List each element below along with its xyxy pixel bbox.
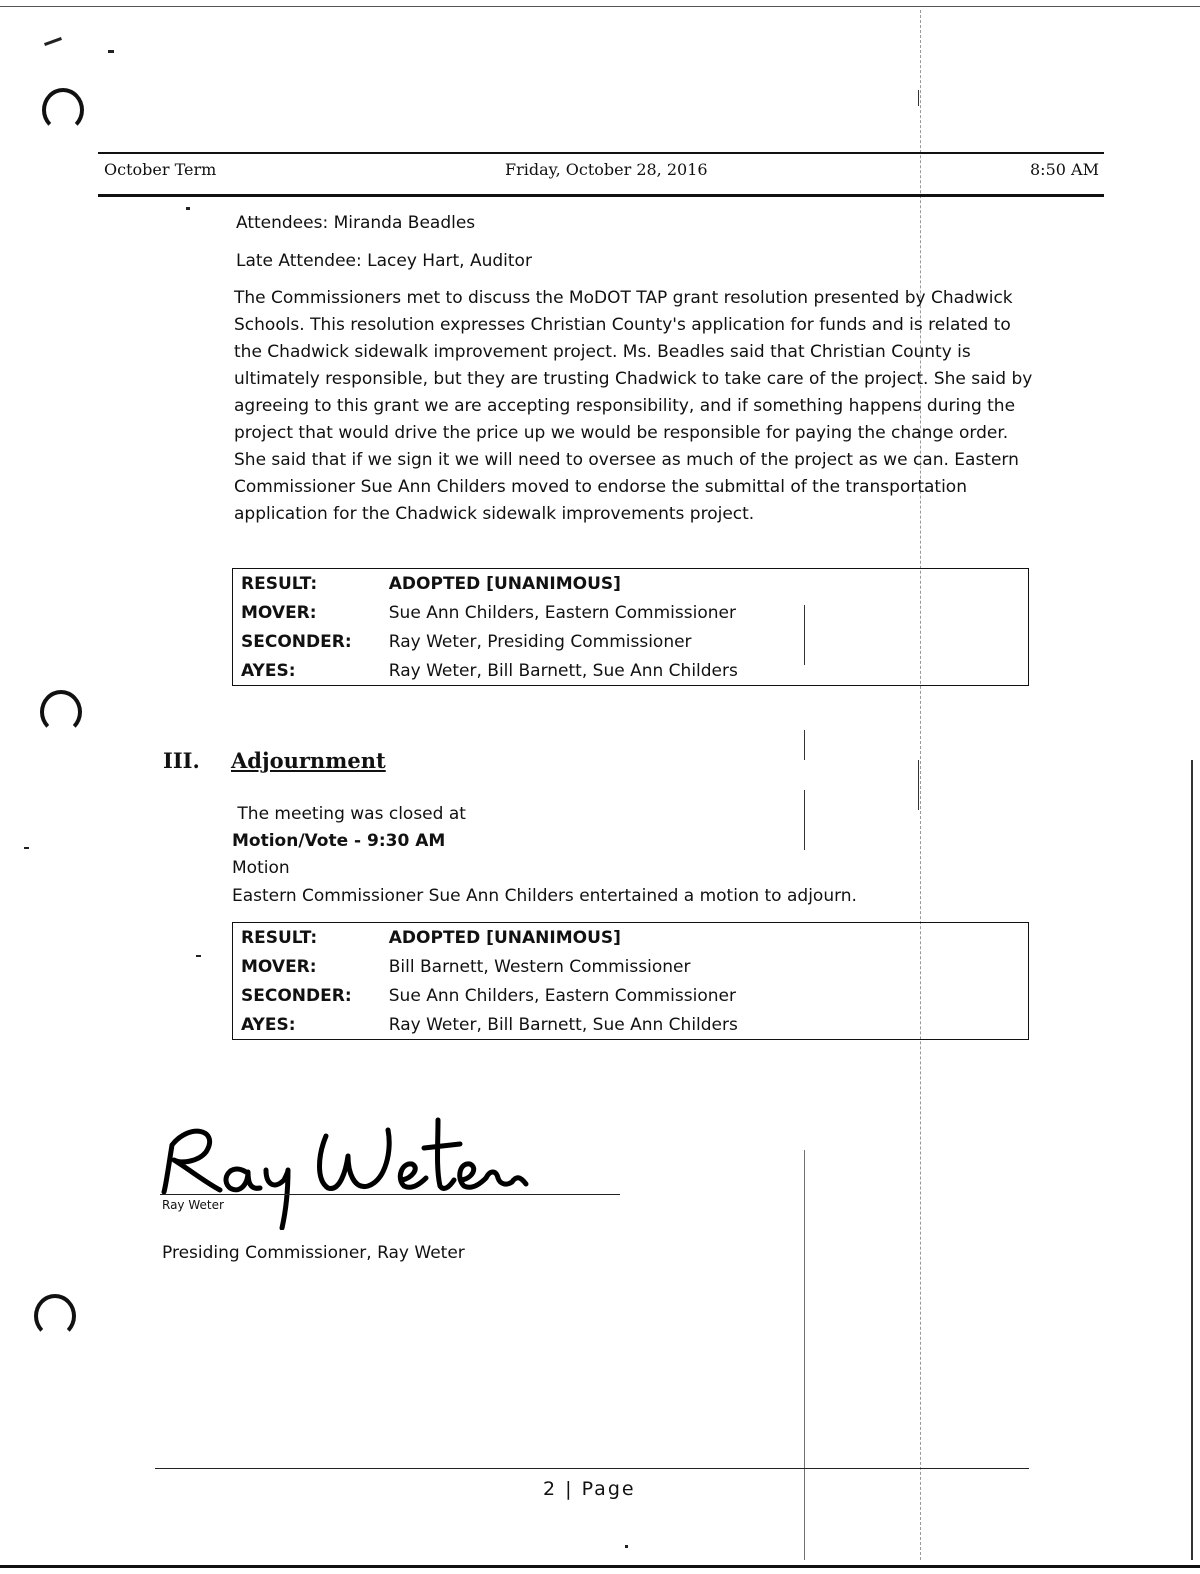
scan-speck xyxy=(108,50,114,53)
result-value: ADOPTED [UNANIMOUS] xyxy=(388,927,621,948)
scan-speck xyxy=(44,37,62,46)
mover-label: MOVER: xyxy=(241,956,317,977)
ayes-value: Ray Weter, Bill Barnett, Sue Ann Childers xyxy=(388,1014,738,1035)
discussion-paragraph: The Commissioners met to discuss the MoDOT TAP grant resolution presented by Chadwick Schools. This resolution expresses Christian County's application for funds and is related to the Chadwick sidewalk improvement project. Ms. Beadles said that Christian County is ultimately responsible, but they are trusting Chadwick to take care of the project. She said by agreeing to this grant we are accepting responsibility, and if something happens during the project that would drive the price up we would be responsible for paying the change order. She said that if we sign it we will need to oversee as much of the project as we can. Eastern Commissioner Sue Ann Childers moved to endorse the submittal of the transportation application for the Chadwick sidewalk improvements project. xyxy=(234,288,1033,524)
punch-hole-icon xyxy=(42,88,84,132)
header-term: October Term xyxy=(104,160,217,179)
header-rule xyxy=(98,194,1104,197)
mover-label: MOVER: xyxy=(241,602,317,623)
scan-line xyxy=(804,790,805,850)
meeting-closed-text: The meeting was closed at xyxy=(232,804,466,824)
footer-rule xyxy=(155,1468,1029,1469)
header-rule xyxy=(98,152,1104,154)
seconder-value: Sue Ann Childers, Eastern Commissioner xyxy=(388,985,736,1006)
motion-vote-time: Motion/Vote - 9:30 AM xyxy=(232,831,446,851)
page-number: 2 | Page xyxy=(543,1478,636,1500)
punch-hole-icon xyxy=(40,690,82,734)
scan-edge-bottom xyxy=(0,1565,1200,1568)
ayes-label: AYES: xyxy=(241,660,296,681)
ayes-label: AYES: xyxy=(241,1014,296,1035)
signature-printed-name: Ray Weter xyxy=(162,1198,224,1212)
seconder-label: SECONDER: xyxy=(241,631,352,652)
scan-edge-right xyxy=(1191,760,1193,1560)
vote-table xyxy=(232,568,1029,686)
scan-line xyxy=(918,760,919,810)
section-number: III. xyxy=(163,748,200,773)
scan-line xyxy=(804,1150,805,1560)
header-time: 8:50 AM xyxy=(1030,160,1099,179)
scan-speck xyxy=(625,1545,628,1548)
header-date: Friday, October 28, 2016 xyxy=(505,160,708,179)
motion-text: Eastern Commissioner Sue Ann Childers entertained a motion to adjourn. xyxy=(232,886,857,906)
mover-value: Sue Ann Childers, Eastern Commissioner xyxy=(388,602,736,623)
ayes-value: Ray Weter, Bill Barnett, Sue Ann Childers xyxy=(388,660,738,681)
result-label: RESULT: xyxy=(241,573,318,594)
motion-label: Motion xyxy=(232,858,290,878)
scan-line xyxy=(918,90,919,106)
mover-value: Bill Barnett, Western Commissioner xyxy=(388,956,691,977)
scan-line xyxy=(920,10,921,1560)
signature-line xyxy=(160,1194,620,1195)
punch-hole-icon xyxy=(34,1294,76,1338)
vote-table xyxy=(232,922,1029,1040)
seconder-label: SECONDER: xyxy=(241,985,352,1006)
scan-speck xyxy=(196,955,201,957)
result-label: RESULT: xyxy=(241,927,318,948)
section-title: Adjournment xyxy=(231,748,386,773)
scan-edge-top xyxy=(0,6,1200,7)
scan-speck xyxy=(186,207,190,210)
scan-line xyxy=(804,730,805,760)
seconder-value: Ray Weter, Presiding Commissioner xyxy=(388,631,692,652)
scan-speck xyxy=(24,847,29,849)
signer-title: Presiding Commissioner, Ray Weter xyxy=(162,1243,465,1263)
late-attendee: Late Attendee: Lacey Hart, Auditor xyxy=(236,251,532,271)
attendees: Attendees: Miranda Beadles xyxy=(236,213,476,233)
result-value: ADOPTED [UNANIMOUS] xyxy=(388,573,621,594)
